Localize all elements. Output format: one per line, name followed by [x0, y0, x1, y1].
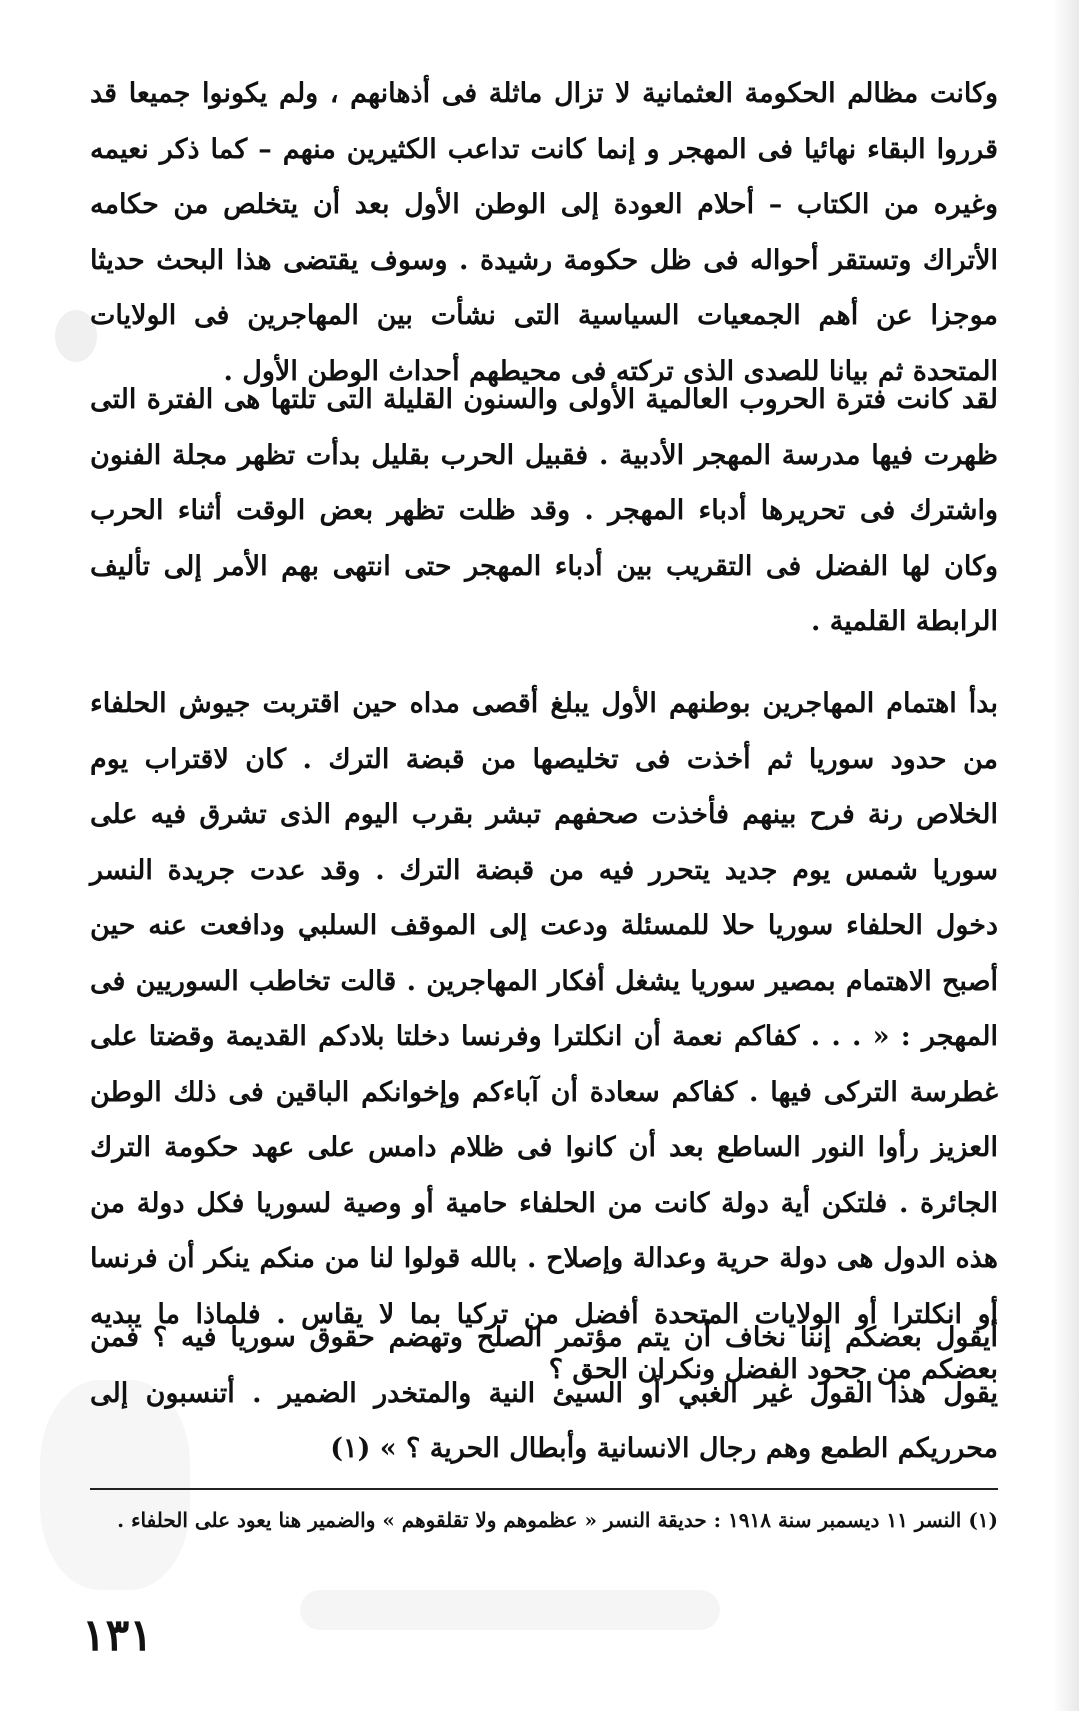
scan-smudge [300, 1590, 720, 1630]
body-paragraph: بدأ اهتمام المهاجرين بوطنهم الأول يبلغ أقصى مداه حين اقتربت جيوش الحلفاء من حدود سوريا ثم أخذت فى تخليصها من قبضة الترك . كان لاقتراب يوم الخلاص رنة فرح بينهم فأخذت صحفهم تبشر بقرب اليوم الذى تشرق فيه على سوريا شمس يوم جديد يتحرر فيه من قبضة الترك . وقد عدت جريدة النسر دخول الحلفاء سوريا حلا للمسئلة ودعت إلى الموقف السلبي ودافعت عنه حين أصبح الاهتمام بمصير سوريا يشغل أفكار المهاجرين . قالت تخاطب السوريين فى المهجر : « . . . كفاكم نعمة أن انكلترا وفرنسا دخلتا بلادكم القديمة وقضتا على غطرسة التركى فيها . كفاكم سعادة أن آباءكم وإخوانكم الباقين فى ذلك الوطن العزيز رأوا النور الساطع بعد أن كانوا فى ظلام دامس على عهد حكومة الترك الجائرة . فلتكن أية دولة كانت من الحلفاء حامية أو وصية لسوريا فكل دولة من هذه الدول هى دولة حرية وعدالة وإصلاح . بالله قولوا لنا من منكم ينكر أن فرنسا أو انكلترا أو الولايات المتحدة أفضل من تركيا بما لا يقاس . فلماذا ما يبديه بعضكم من جحود الفضل ونكران الحق ؟ [90, 688, 998, 1385]
body-paragraph: أيقول بعضكم إننا نخاف أن يتم مؤتمر الصلح وتهضم حقوق سوريا فيه ؟ فمن يقول هذا القول غير الغبي أو السيئ النية والمتخدر الضمير . أتنسبون إلى محرريكم الطمع وهم رجال الانسانية وأبطال الحرية ؟ » (١) [90, 1322, 998, 1464]
page-number: ١٣١ [82, 1610, 153, 1661]
footnote-divider [90, 1488, 998, 1490]
body-paragraph: لقد كانت فترة الحروب العالمية الأولى والسنون القليلة التى تلتها هى الفترة التى ظهرت فيها مدرسة المهجر الأدبية . فقبيل الحرب بقليل بدأت تظهر مجلة الفنون واشترك فى تحريرها أدباء المهجر . وقد ظلت تظهر بعض الوقت أثناء الحرب وكان لها الفضل فى التقريب بين أدباء المهجر حتى انتهى بهم الأمر إلى تأليف الرابطة القلمية . [90, 384, 998, 637]
body-paragraph: وكانت مظالم الحكومة العثمانية لا تزال ماثلة فى أذهانهم ، ولم يكونوا جميعا قد قرروا البقاء نهائيا فى المهجر و إنما كانت تداعب الكثيرين منهم – كما ذكر نعيمه وغيره من الكتاب – أحلام العودة إلى الوطن الأول بعد أن يتخلص من حكامه الأتراك وتستقر أحواله فى ظل حكومة رشيدة . وسوف يقتضى هذا البحث حديثا موجزا عن أهم الجمعيات السياسية التى نشأت بين المهاجرين فى الولايات المتحدة ثم بيانا للصدى الذى تركته فى محيطهم أحداث الوطن الأول . [90, 78, 998, 387]
page-binding-shadow [1053, 0, 1079, 1711]
footnote: (١) النسر ١١ ديسمبر سنة ١٩١٨ : حديقة النسر « عظموهم ولا تقلقوهم » والضمير هنا يعود على الحلفاء . [117, 1508, 998, 1532]
